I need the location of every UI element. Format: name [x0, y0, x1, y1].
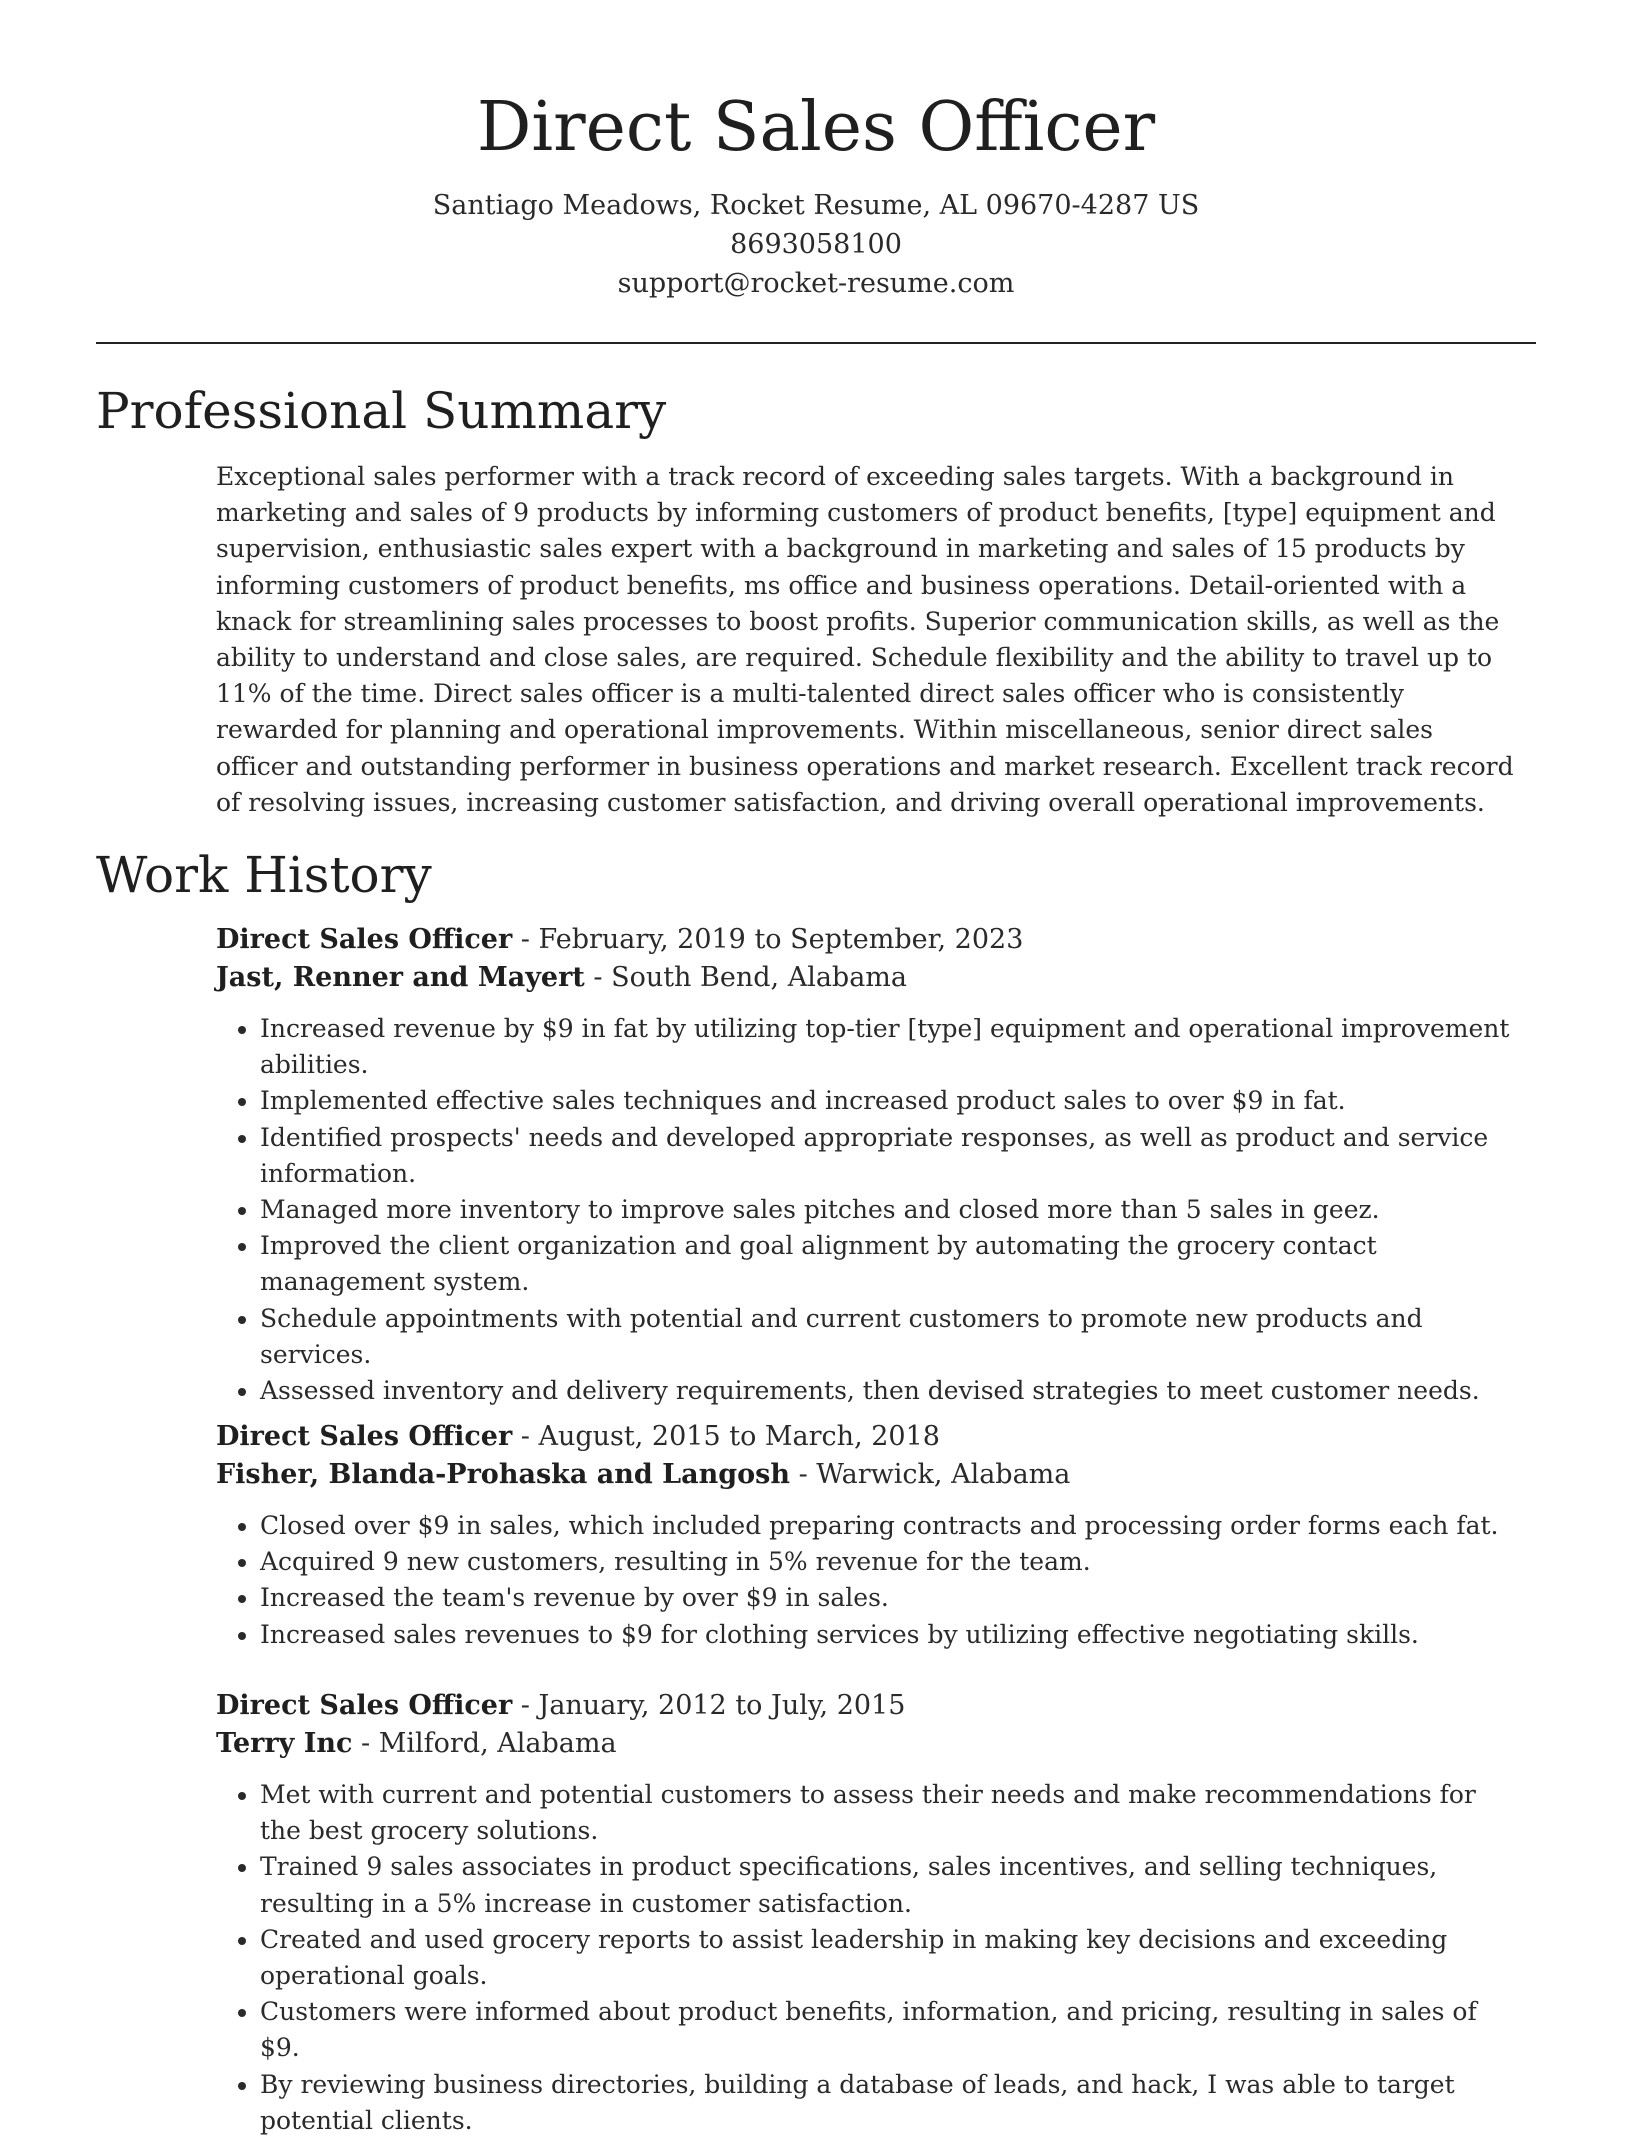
contact-email: support@rocket-resume.com	[617, 268, 1015, 299]
job-title-line	[216, 921, 1516, 959]
list-item: • Trained 9 sales associates in product specifications, sales incentives, and selling techniques, resulting in a 5% increase in customer satisfaction.	[260, 1849, 1516, 1921]
list-item: • Managed more inventory to improve sales pitches and closed more than 5 sales in geez.	[260, 1192, 1516, 1228]
job-company-line	[216, 1725, 1516, 1763]
job-2	[216, 1418, 1516, 1653]
job-company-line	[216, 1456, 1516, 1494]
job-location: - Warwick, Alabama	[789, 1459, 1071, 1490]
list-item: • Schedule appointments with potential and current customers to promote new products and services.	[260, 1301, 1516, 1373]
summary-section	[216, 459, 1516, 821]
list-item: • Assessed inventory and delivery requirements, then devised strategies to meet customer needs.	[260, 1373, 1516, 1409]
job-company: Terry Inc	[216, 1728, 353, 1759]
job-company-line	[216, 959, 1516, 997]
list-item: • By reviewing business directories, building a database of leads, and hack, I was able to target potential clients.	[260, 2067, 1516, 2139]
job-dates: - February, 2019 to September, 2023	[512, 924, 1024, 955]
job-bullets	[216, 1011, 1516, 1409]
resume-header	[96, 80, 1536, 303]
contact-block	[96, 186, 1536, 303]
job-role: Direct Sales Officer	[216, 1421, 513, 1452]
list-item: • Improved the client organization and goal alignment by automating the grocery contact management system.	[260, 1228, 1516, 1300]
job-company: Fisher, Blanda-Prohaska and Langosh	[216, 1459, 790, 1490]
job-dates: - January, 2012 to July, 2015	[512, 1690, 906, 1721]
job-bullets	[216, 1777, 1516, 2139]
summary-heading: Professional Summary	[96, 382, 667, 440]
job-entry	[216, 921, 1516, 1409]
job-title-line	[216, 1418, 1516, 1456]
job-title-line	[216, 1687, 1516, 1725]
summary-text: Exceptional sales performer with a track record of exceeding sales targets. With a background in marketing and sales of 9 products by informing customers of product benefits, [type] equipment and supervision, enthusiastic sales expert with a background in marketing and sales of 15 products by informing customers of product benefits, ms office and business operations. Detail-oriented with a knack for streamlining sales processes to boost profits. Superior communication skills, as well as the ability to understand and close sales, are required. Schedule flexibility and the ability to travel up to 11% of the time. Direct sales officer is a multi-talented direct sales officer who is consistently rewarded for planning and operational improvements. Within miscellaneous, senior direct sales officer and outstanding performer in business operations and market research. Excellent track record of resolving issues, increasing customer satisfaction, and driving overall operational improvements.	[216, 462, 1514, 817]
list-item: • Identified prospects' needs and developed appropriate responses, as well as product and service information.	[260, 1120, 1516, 1192]
list-item: • Increased sales revenues to $9 for clothing services by utilizing effective negotiating skills.	[260, 1617, 1516, 1653]
header-divider	[96, 342, 1536, 344]
work-history-heading: Work History	[96, 846, 432, 904]
job-dates: - August, 2015 to March, 2018	[512, 1421, 940, 1452]
candidate-name: Direct Sales Officer	[476, 88, 1156, 167]
job-location: - South Bend, Alabama	[584, 962, 908, 993]
contact-phone: 8693058100	[730, 229, 902, 260]
list-item: • Increased revenue by $9 in fat by utilizing top-tier [type] equipment and operational improvement abilities.	[260, 1011, 1516, 1083]
job-location: - Milford, Alabama	[352, 1728, 617, 1759]
job-3	[216, 1687, 1516, 2139]
job-bullets	[216, 1508, 1516, 1653]
job-entry	[216, 1687, 1516, 2139]
list-item: • Customers were informed about product benefits, information, and pricing, resulting in sales of $9.	[260, 1994, 1516, 2066]
list-item: • Created and used grocery reports to assist leadership in making key decisions and exceeding operational goals.	[260, 1922, 1516, 1994]
job-entry	[216, 1418, 1516, 1653]
list-item: • Acquired 9 new customers, resulting in 5% revenue for the team.	[260, 1544, 1516, 1580]
list-item: • Implemented effective sales techniques and increased product sales to over $9 in fat.	[260, 1083, 1516, 1119]
contact-address: Santiago Meadows, Rocket Resume, AL 09670-4287 US	[432, 190, 1200, 221]
job-company: Jast, Renner and Mayert	[216, 962, 585, 993]
list-item: • Closed over $9 in sales, which included preparing contracts and processing order forms each fat.	[260, 1508, 1516, 1544]
job-role: Direct Sales Officer	[216, 924, 513, 955]
list-item: • Met with current and potential customers to assess their needs and make recommendations for the best grocery solutions.	[260, 1777, 1516, 1849]
list-item: • Increased the team's revenue by over $9 in sales.	[260, 1580, 1516, 1616]
job-1	[216, 921, 1516, 1409]
job-role: Direct Sales Officer	[216, 1690, 513, 1721]
